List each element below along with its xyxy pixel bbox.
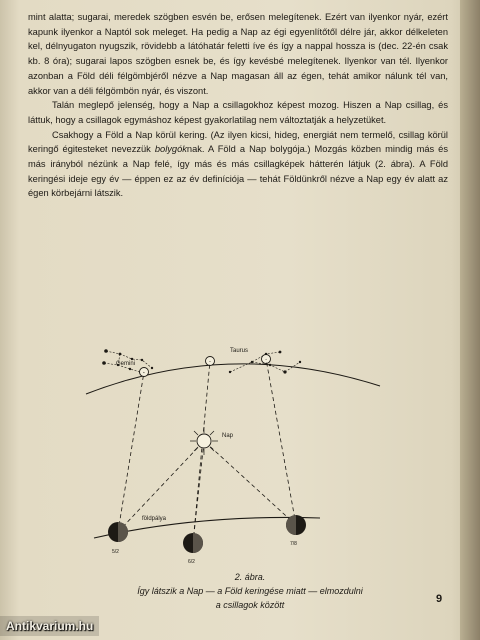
gemini-label: Gemini (116, 361, 136, 367)
paragraph-2: Talán meglepő jelenség, hogy a Nap a csillagokhoz képest mozog. Hiszen a Nap csillag, és láttuk, hogy a csillagok egymáshoz képest gyakorlatilag nem változtatják a helyzetüket. (28, 100, 448, 125)
caption-line-2: Így látszik a Nap — a Föld keringése miatt — elmozdulni (137, 586, 363, 596)
date-label-right: 7/8 (290, 541, 297, 547)
earth-position-middle (183, 533, 203, 553)
watermark: Antikvarium.hu (0, 616, 99, 636)
paragraph-3 (28, 128, 448, 202)
taurus-label: Taurus (230, 348, 249, 354)
earth-position-left (108, 522, 128, 542)
date-label-left: 5/2 (112, 549, 119, 555)
paragraph-3-part-b: nak. A Föld a Nap bolygója.) Mozgás közben mindig más és más irányból nézünk a Nap felé, így más és más csillagképek hátterén látjuk (2. ábra). A Föld keringési ideje egy év — éppen ez az év definíciója — tehát Földünkről nézve a Nap egy év alatt az égen körbejárni látszik. (28, 144, 448, 199)
body-text (28, 10, 448, 201)
paragraph-3-emphasis: bolygók (154, 144, 187, 155)
sun-icon (197, 434, 211, 448)
earth-orbit (94, 517, 320, 538)
orbit-label: földpálya (142, 516, 167, 522)
orbit-diagram (80, 332, 420, 572)
earth-position-right (286, 515, 306, 535)
page-number: 9 (436, 593, 443, 605)
caption-line-3: a csillagok között (215, 600, 285, 610)
book-spine-edge (460, 0, 480, 640)
sun-label: Nap (222, 433, 234, 439)
figure-caption (80, 570, 420, 612)
date-label-middle: 6/2 (188, 559, 195, 565)
paragraph-3-part-a: Csakhogy a Föld a Nap körül kering. (Az ilyen kicsi, hideg, energiát nem termelő, csillag körül keringő égitesteket nevezzük (28, 129, 448, 155)
paragraph-1: mint alatta; sugarai, meredek szögben esvén be, erősen melegítenek. Ezért van ilyenkor nyár, ezért kapunk ilyenkor a Naptól sok meleget. Ha pedig a Nap az égi egyenlítőtől délre jár, akkor délkeleten kel, délnyugaton nyugszik, rövidebb a látóhatár feletti íve és így a nappal hossza is (dec. 22-én csak kb. 8 óra); sugarai lapos szögben esnek be, és így kevésbé melegítenek. Ilyenkor van tél. Ilyenkor azonban a Föld déli félgömbjéről nézve a Nap magasan áll az égen, tehát amikor nálunk tél van, akkor van a déli félgömbön nyár, és viszont. (28, 12, 448, 96)
caption-title: 2. ábra. (234, 572, 266, 582)
